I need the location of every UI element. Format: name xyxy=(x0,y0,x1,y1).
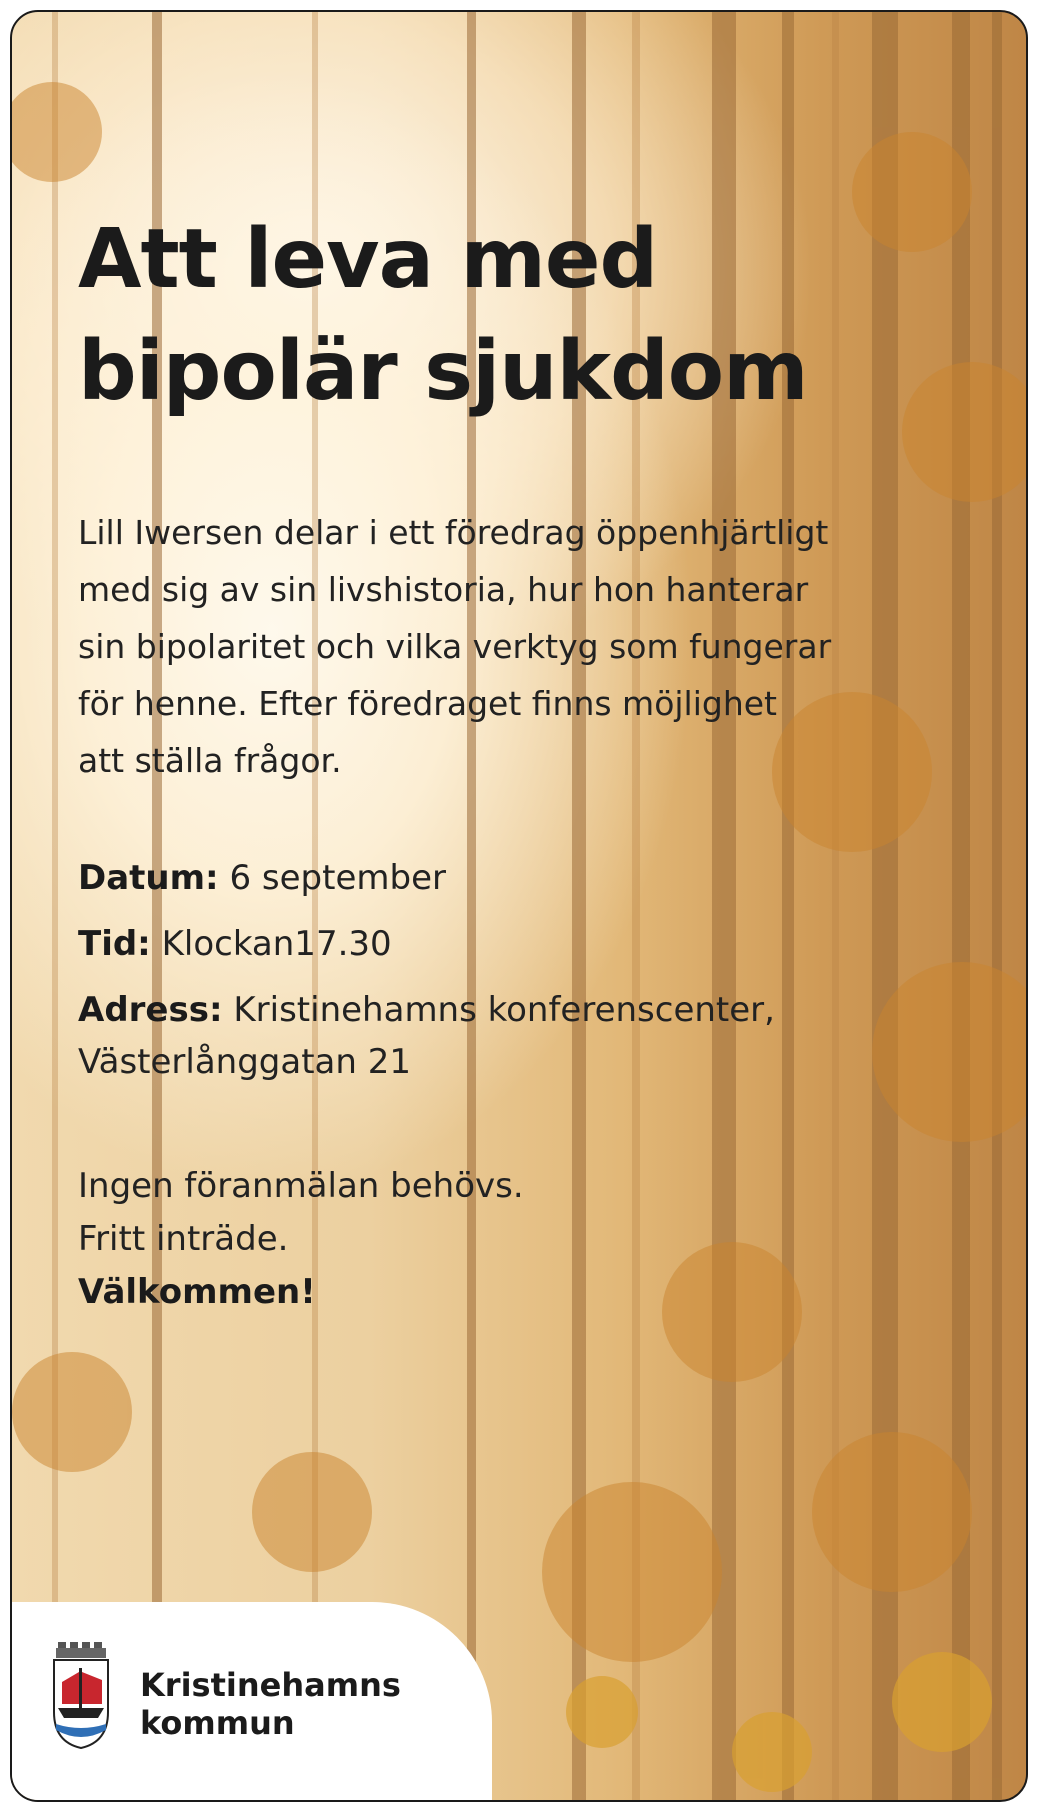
description-line-2: med sig av sin livshistoria, hur hon hanterar xyxy=(78,570,809,609)
address-detail xyxy=(78,984,958,1088)
municipality-name xyxy=(140,1666,401,1742)
welcome-text: Välkommen! xyxy=(78,1272,316,1312)
closing-notes xyxy=(78,1160,938,1319)
address-label: Adress: xyxy=(78,990,223,1030)
description-line-5: att ställa frågor. xyxy=(78,741,342,780)
admission-note: Fritt inträde. xyxy=(78,1219,289,1259)
time-value: Klockan17.30 xyxy=(161,924,392,964)
description-line-1: Lill Iwersen delar i ett föredrag öppenhjärtligt xyxy=(78,513,829,552)
title-line-2: bipolär sjukdom xyxy=(78,324,808,419)
date-detail xyxy=(78,852,958,904)
event-poster xyxy=(10,10,1028,1802)
title-line-1: Att leva med xyxy=(78,212,658,307)
description-line-4: för henne. Efter föredraget finns möjlighet xyxy=(78,684,777,723)
event-description xyxy=(78,504,938,789)
event-details xyxy=(78,852,958,1102)
address-value-line-2: Västerlånggatan 21 xyxy=(78,1042,412,1082)
municipality-name-line-1: Kristinehamns xyxy=(140,1666,401,1704)
municipality-name-line-2: kommun xyxy=(140,1704,295,1742)
event-title xyxy=(78,204,978,428)
time-detail xyxy=(78,918,958,970)
address-value-line-1: Kristinehamns konferenscenter, xyxy=(233,990,775,1030)
municipal-crest-ship-icon xyxy=(48,1642,114,1750)
municipality-logo xyxy=(12,1602,492,1800)
registration-note: Ingen föranmälan behövs. xyxy=(78,1166,524,1206)
date-label: Datum: xyxy=(78,858,219,898)
time-label: Tid: xyxy=(78,924,151,964)
date-value: 6 september xyxy=(229,858,446,898)
description-line-3: sin bipolaritet och vilka verktyg som fungerar xyxy=(78,627,832,666)
